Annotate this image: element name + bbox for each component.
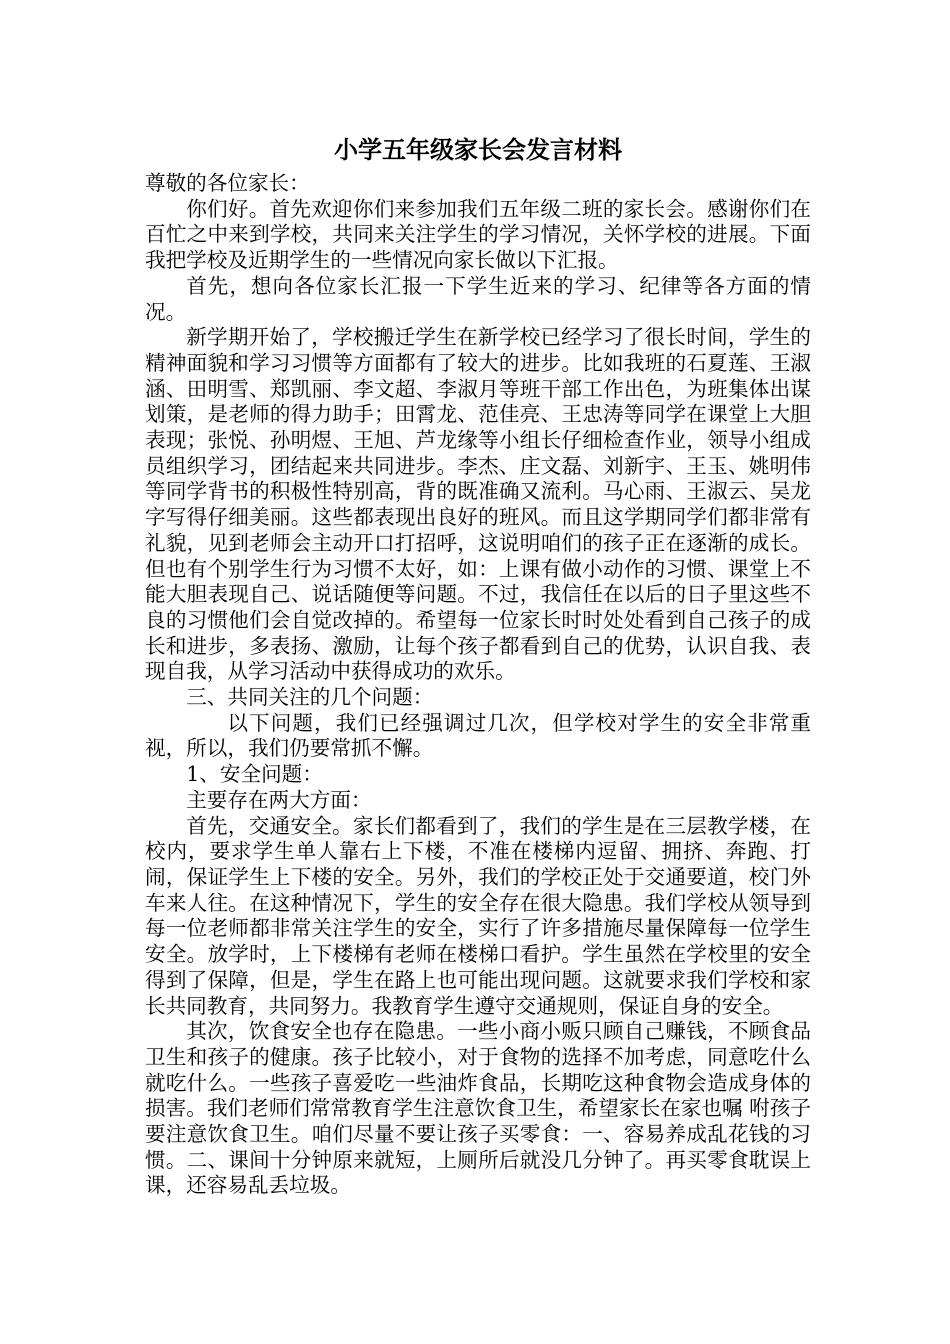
paragraph-progress: 新学期开始了，学校搬迁学生在新学校已经学习了很长时间，学生的精神面貌和学习习惯等方面都有了较大的进步。比如我班的石夏莲、王淑涵、田明雪、郑凯丽、李文超、李淑月等班干部工作出色，为班集体出谋划策，是老师的得力助手；田霄龙、范佳亮、王忠涛等同学在课堂上大胆表现；张悦、孙明煜、王旭、芦龙缘等小组长仔细检查作业，领导小组成员组织学习，团结起来共同进步。李杰、庄文磊、刘新宇、王玉、姚明伟等同学背书的积极性特别高，背的既准确又流利。马心雨、王淑云、吴龙字写得仔细美丽。这些都表现出良好的班风。而且这学期同学们都非常有礼貌，见到老师会主动开口打招呼，这说明咱们的孩子正在逐渐的成长。但也有个别学生行为习惯不太好，如：上课有做小动作的习惯、课堂上不能大胆表现自己、说话随便等问题。不过，我信任在以后的日子里这些不良的习惯他们会自觉改掉的。希望每一位家长时时处处看到自己孩子的成长和进步，多表扬、激励，让每个孩子都看到自己的优势，认识自我、表现自我，从学习活动中获得成功的欢乐。 bbox=[145, 325, 811, 684]
subheading-safety: 1、安全问题： bbox=[186, 762, 323, 787]
section-heading-concerns: 三、共同关注的几个问题： bbox=[186, 685, 434, 710]
paragraph-traffic-safety: 首先，交通安全。家长们都看到了，我们的学生是在三层教学楼，在校内，要求学生单人靠右上下楼，不准在楼梯内逗留、拥挤、奔跑、打闹，保证学生上下楼的安全。另外，我们的学校正处于交通要道，校门外车来人往。在这种情况下，学生的安全存在很大隐患。我们学校从领导到每一位老师都非常关注学生的安全，实行了许多措施尽量保障每一位学生安全。放学时，上下楼梯有老师在楼梯口看护。学生虽然在学校里的安全得到了保障，但是，学生在路上也可能出现问题。这就要求我们学校和家长共同教育，共同努力。我教育学生遵守交通规则，保证自身的安全。 bbox=[145, 813, 811, 1018]
document-page bbox=[145, 133, 811, 1199]
greeting: 尊敬的各位家长： bbox=[145, 171, 310, 195]
paragraph-food-safety: 其次，饮食安全也存在隐患。一些小商小贩只顾自己赚钱，不顾食品卫生和孩子的健康。孩子比较小，对于食物的选择不加考虑，同意吃什么就吃什么。一些孩子喜爱吃一些油炸食品，长期吃这种食物会造成身体的损害。我们老师们常常教育学生注意饮食卫生，希望家长在家也嘱 咐孩子要注意饮食卫生。咱们尽量不要让孩子买零食：一、容易养成乱花钱的习惯。二、课间十分钟原来就短，上厕所后就没几分钟了。再买零食耽误上课，还容易乱丢垃圾。 bbox=[145, 1019, 811, 1198]
paragraph-report-intro: 首先，想向各位家长汇报一下学生近来的学习、纪律等各方面的情况。 bbox=[145, 273, 811, 324]
paragraph-safety-emphasis: 以下问题，我们已经强调过几次，但学校对学生的安全非常重视，所以，我们仍要常抓不懈。 bbox=[145, 710, 811, 761]
document-title: 小学五年级家长会发言材料 bbox=[334, 136, 622, 164]
subheading-two-aspects: 主要存在两大方面： bbox=[186, 787, 372, 812]
document-body bbox=[145, 171, 811, 1199]
paragraph-welcome: 你们好。首先欢迎你们来参加我们五年级二班的家长会。感谢你们在百忙之中来到学校，共同来关注学生的学习情况，关怀学校的进展。下面我把学校及近期学生的一些情况向家长做以下汇报。 bbox=[145, 196, 811, 273]
